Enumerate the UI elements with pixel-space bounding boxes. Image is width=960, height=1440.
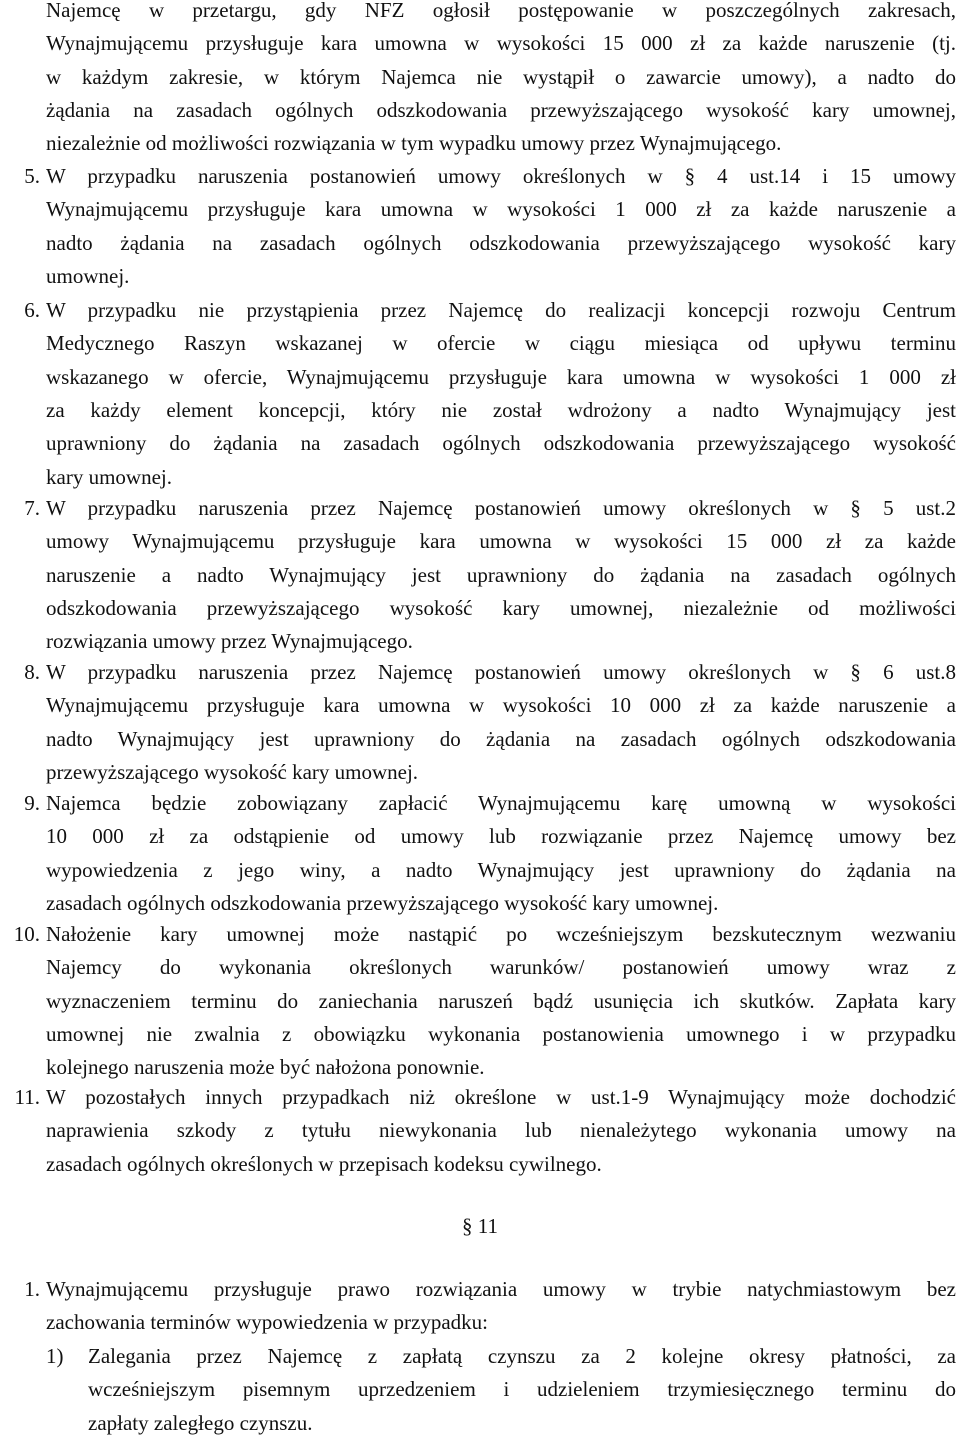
item-number: 1. [24, 1277, 40, 1301]
text-line: Wynajmującemu przysługuje kara umowna w wysokości 1 000 zł za każde naruszenie a [46, 197, 956, 221]
text-line: naruszenie a nadto Wynajmujący jest uprawniony do żądania na zasadach ogólnych [46, 563, 956, 587]
text-line: odszkodowania przewyższającego wysokość kary umownej, niezależnie od możliwości [46, 596, 956, 620]
text-line: umowy Wynajmującemu przysługuje kara umowna w wysokości 15 000 zł za każde [46, 529, 956, 553]
text-line: Najemca będzie zobowiązany zapłacić Wynajmującemu karę umowną w wysokości [46, 791, 956, 815]
text-line: za każdy element koncepcji, który nie został wdrożony a nadto Wynajmujący jest [46, 398, 956, 422]
text-line: Najemcy do wykonania określonych warunków/ postanowień umowy wraz z [46, 955, 956, 979]
text-line: 10 000 zł za odstąpienie od umowy lub rozwiązanie przez Najemcę umowy bez [46, 824, 956, 848]
text-line: rozwiązania umowy przez Wynajmującego. [46, 629, 413, 653]
item-number: 7. [24, 496, 40, 520]
item-number: 6. [24, 298, 40, 322]
text-line: Wynajmującemu przysługuje kara umowna w wysokości 15 000 zł za każde naruszenie (tj. [46, 31, 956, 55]
item-number: 10. [13, 922, 40, 946]
text-line: W przypadku naruszenia przez Najemcę postanowień umowy określonych w § 6 ust.8 [46, 660, 956, 684]
text-line: żądania na zasadach ogólnych odszkodowania przewyższającego wysokość kary umownej, [46, 98, 956, 122]
text-line: Wynajmującemu przysługuje kara umowna w wysokości 10 000 zł za każde naruszenie a [46, 693, 956, 717]
text-line: umownej nie zwalnia z obowiązku wykonania postanowienia umownego i w przypadku [46, 1022, 956, 1046]
text-line: nadto żądania na zasadach ogólnych odszkodowania przewyższającego wysokość kary [46, 231, 956, 255]
text-line: kary umownej. [46, 465, 172, 489]
text-line: Najemcę w przetargu, gdy NFZ ogłosił postępowanie w poszczególnych zakresach, [46, 0, 956, 22]
section-heading: § 11 [462, 1214, 498, 1238]
text-line: przewyższającego wysokość kary umownej. [46, 760, 419, 784]
item-number: 8. [24, 660, 40, 684]
text-line: wcześniejszym pisemnym uprzedzeniem i udzieleniem trzymiesięcznego terminu do [88, 1377, 956, 1401]
text-line: W przypadku nie przystąpienia przez Najemcę do realizacji koncepcji rozwoju Centrum [46, 298, 956, 322]
text-line: Zalegania przez Najemcę z zapłatą czynszu za 2 kolejne okresy płatności, za [88, 1344, 956, 1368]
sub-item-number: 1) [46, 1344, 64, 1368]
text-line: wypowiedzenia z jego winy, a nadto Wynajmujący jest uprawniony do żądania na [46, 858, 956, 882]
item-number: 9. [24, 791, 40, 815]
text-line: W przypadku naruszenia przez Najemcę postanowień umowy określonych w § 5 ust.2 [46, 496, 956, 520]
text-line: nadto Wynajmujący jest uprawniony do żądania na zasadach ogólnych odszkodowania [46, 727, 956, 751]
text-line: naprawienia szkody z tytułu niewykonania lub nienależytego wykonania umowy na [46, 1118, 956, 1142]
text-line: zasadach ogólnych określonych w przepisach kodeksu cywilnego. [46, 1152, 602, 1176]
text-line: zachowania terminów wypowiedzenia w przypadku: [46, 1310, 489, 1334]
text-line: Medycznego Raszyn wskazanej w ofercie w ciągu miesiąca od upływu terminu [46, 331, 956, 355]
text-line: zapłaty zaległego czynszu. [88, 1411, 313, 1435]
text-line: Nałożenie kary umownej może nastąpić po wcześniejszym bezskutecznym wezwaniu [46, 922, 956, 946]
text-line: kolejnego naruszenia może być nałożona ponownie. [46, 1055, 485, 1079]
text-line: zasadach ogólnych odszkodowania przewyższającego wysokość kary umownej. [46, 891, 719, 915]
text-line: W pozostałych innych przypadkach niż określone w ust.1-9 Wynajmujący może dochodzić [46, 1085, 956, 1109]
text-line: wskazanego w ofercie, Wynajmującemu przysługuje kara umowna w wysokości 1 000 zł [46, 365, 956, 389]
text-line: niezależnie od możliwości rozwiązania w tym wypadku umowy przez Wynajmującego. [46, 131, 782, 155]
text-line: w każdym zakresie, w którym Najemca nie wystąpił o zawarcie umowy), a nadto do [46, 65, 956, 89]
text-line: Wynajmującemu przysługuje prawo rozwiązania umowy w trybie natychmiastowym bez [46, 1277, 956, 1301]
item-number: 5. [24, 164, 40, 188]
text-line: wyznaczeniem terminu do zaniechania naruszeń bądź usunięcia ich skutków. Zapłata kary [46, 989, 956, 1013]
text-line: W przypadku naruszenia postanowień umowy określonych w § 4 ust.14 i 15 umowy [46, 164, 956, 188]
text-line: umownej. [46, 264, 130, 288]
text-line: uprawniony do żądania na zasadach ogólnych odszkodowania przewyższającego wysokość [46, 431, 956, 455]
item-number: 11. [14, 1085, 40, 1109]
